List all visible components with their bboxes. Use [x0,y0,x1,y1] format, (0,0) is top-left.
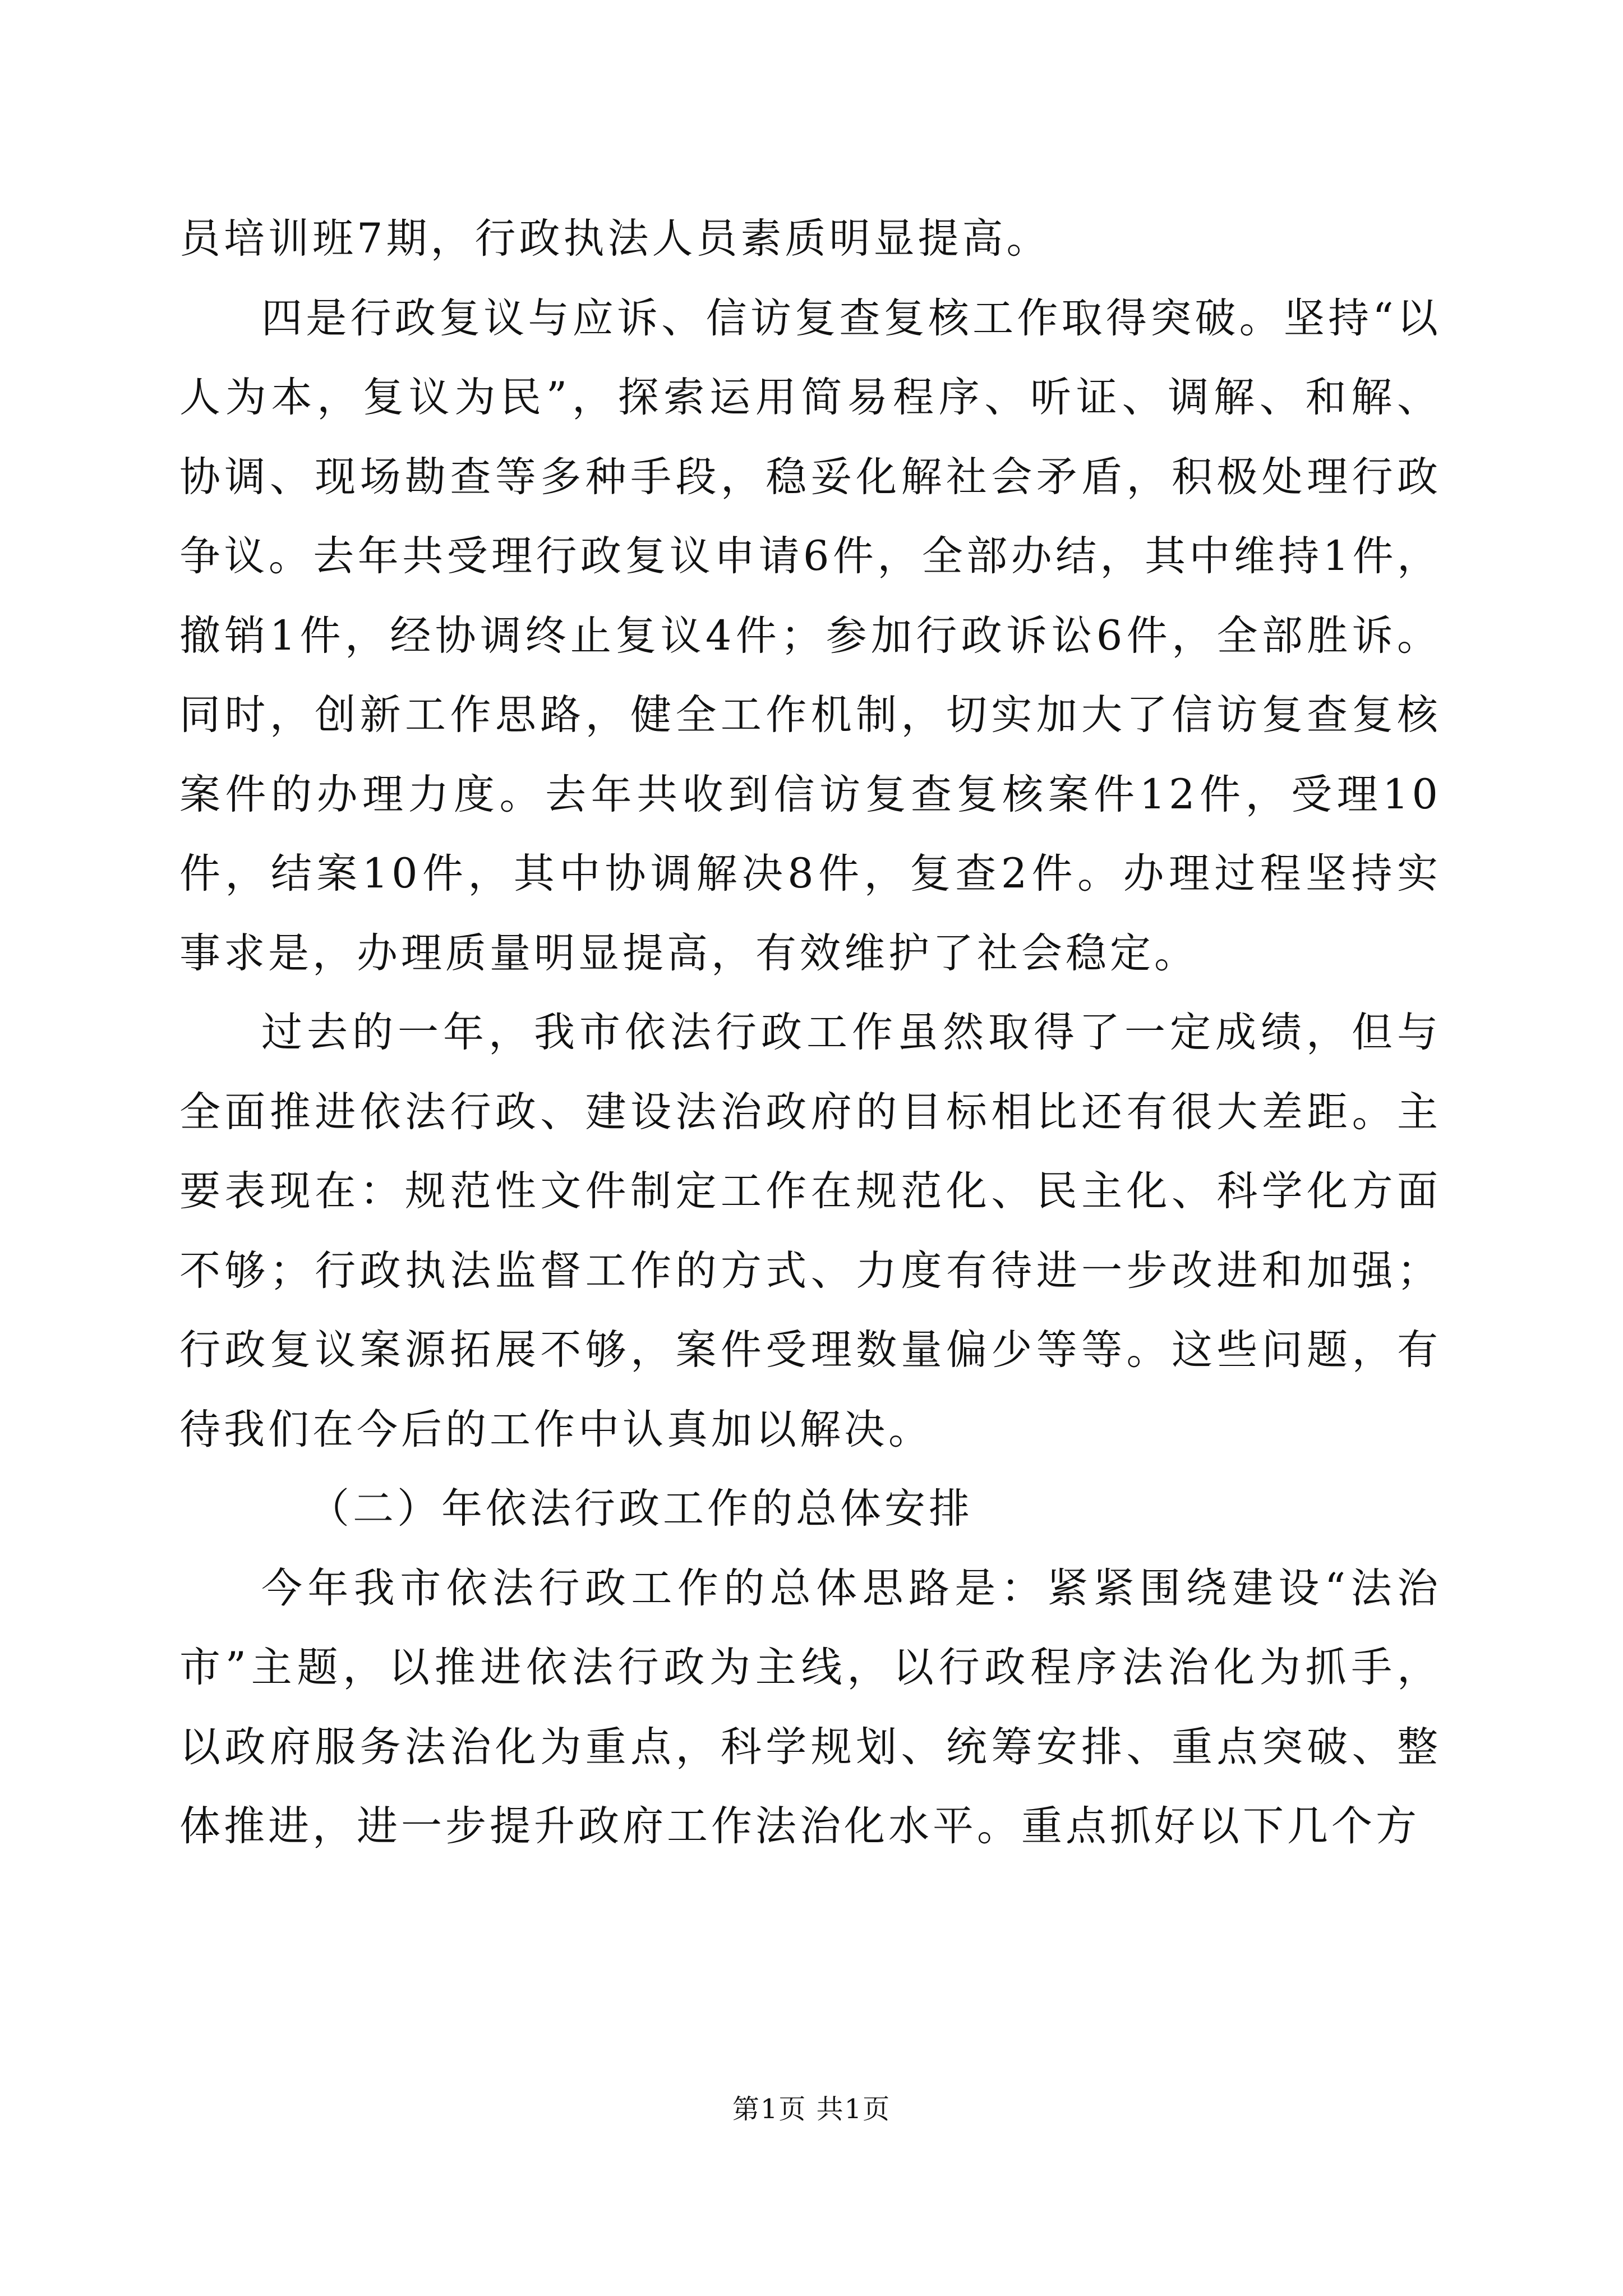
paragraph-review-petition: 四是行政复议与应诉、信访复查复核工作取得突破。坚持“以人为本，复议为民”，探索运用简易程序、听证、调解、和解、协调、现场勘查等多种手段，稳妥化解社会矛盾，积极处理行政争议。去年共受理行政复议申请6件，全部办结，其中维持1件，撤销1件，经协调终止复议4件；参加行政诉讼6件，全部胜诉。同时，创新工作思路，健全工作机制，切实加大了信访复查复核案件的办理力度。去年共收到信访复查复核案件12件，受理10件，结案10件，其中协调解决8件，复查2件。办理过程坚持实事求是，办理质量明显提高，有效维护了社会稳定。 [179,294,1441,977]
page-footer: 第1页 共1页 [732,2093,891,2125]
document-body [179,199,1441,1866]
paragraph-overall-plan: 今年我市依法行政工作的总体思路是：紧紧围绕建设“法治市”主题，以推进依法行政为主线，以行政程序法治化为抓手，以政府服务法治化为重点，科学规划、统筹安排、重点突破、整体推进，进一步提升政府工作法治化水平。重点抓好以下几个方 [179,1564,1441,1850]
paragraph-continuation: 员培训班7期，行政执法人员素质明显提高。 [179,215,1051,263]
paragraph-shortcomings: 过去的一年，我市依法行政工作虽然取得了一定成绩，但与全面推进依法行政、建设法治政府的目标相比还有很大差距。主要表现在：规范性文件制定工作在规范化、民主化、科学化方面不够；行政执法监督工作的方式、力度有待进一步改进和加强；行政复议案源拓展不够，案件受理数量偏少等等。这些问题，有待我们在今后的工作中认真加以解决。 [179,1009,1441,1453]
section-heading: （二）年依法行政工作的总体安排 [308,1485,973,1533]
